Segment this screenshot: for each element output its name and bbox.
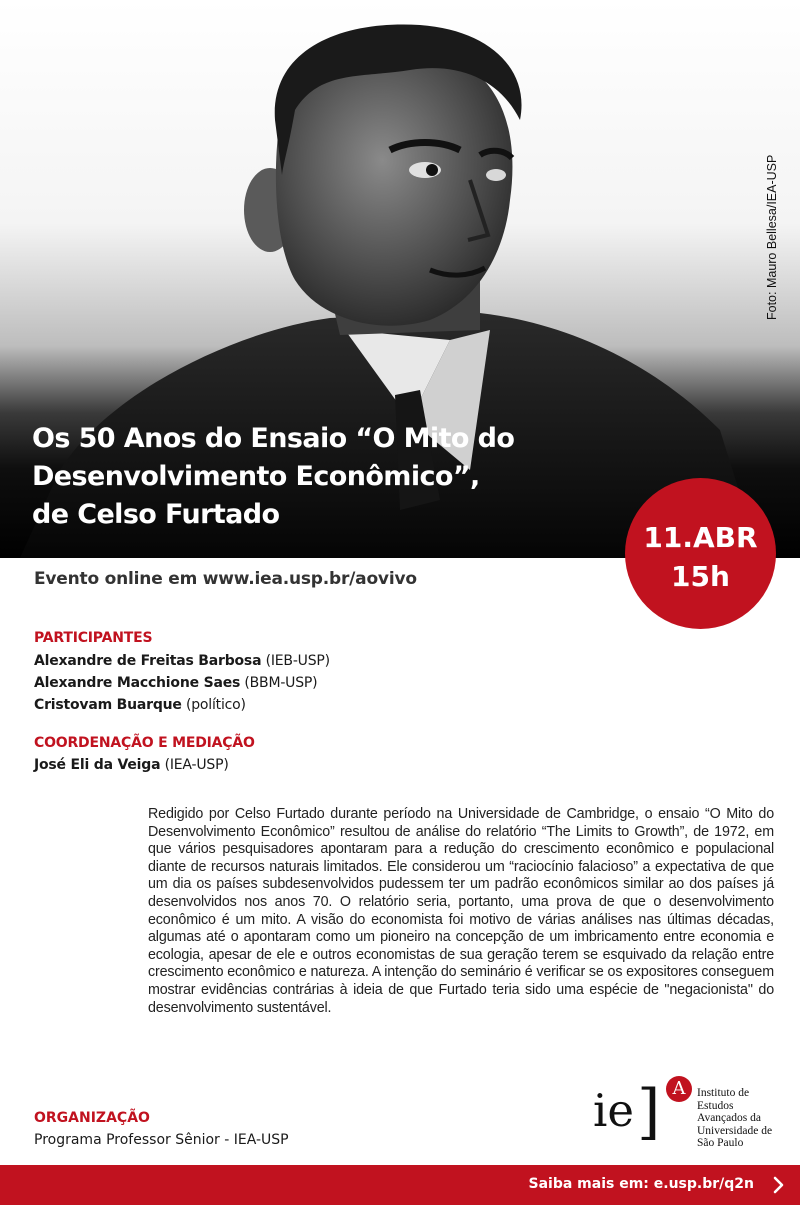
logo-badge-icon: A <box>666 1076 692 1102</box>
logo-line: Estudos <box>697 1099 734 1112</box>
participant-affiliation: (BBM-USP) <box>240 675 318 691</box>
coordination-heading: COORDENAÇÃO E MEDIAÇÃO <box>34 735 255 751</box>
event-description: Redigido por Celso Furtado durante período na Universidade de Cambridge, o ensaio “O Mito do Desenvolvimento Econômico” resultou de análise do relatório “The Limits to Growth”, de 1972, em que vários pesquisadores apontaram para a redução do crescimento econômico e populacional diante de recursos naturais limitados. Ele considerou um “raciocínio falacioso” a expectativa de que um dia os países subdesenvolvidos pudessem ter um padrão econômicos similar ao dos países já desenvolvidos nos anos 70. O relatório seria, portanto, uma prova de que o desenvolvimento econômico é um mito. A visão do economista foi motivo de várias análises nas últimas décadas, algumas até o apontaram como um pioneiro na concepção de um imbricamento entre economia e ecologia, apesar de ele e outros economistas de sua geração terem se esquivado da relação entre crescimento econômico e natureza. A intenção do seminário é verificar se os expositores conseguem mostrar evidências contrárias à ideia de que Furtado teria sido uma espécie de "negacionista" do desenvolvimento sustentável. <box>148 806 774 1016</box>
logo-mark: ie <box>593 1084 635 1137</box>
organization-heading: ORGANIZAÇÃO <box>34 1110 150 1126</box>
participants-heading: PARTICIPANTES <box>34 630 153 646</box>
title-line: Desenvolvimento Econômico”, <box>32 461 480 492</box>
coordinator-name: José Eli da Veiga <box>34 757 161 773</box>
participant-item <box>34 653 330 669</box>
organization-name: Programa Professor Sênior - IEA-USP <box>34 1132 289 1148</box>
logo-line: São Paulo <box>697 1137 744 1150</box>
logo-text <box>697 1087 772 1150</box>
participant-name: Cristovam Buarque <box>34 697 182 713</box>
participant-item <box>34 697 246 713</box>
logo-line: Instituto de <box>697 1087 750 1099</box>
participant-affiliation: (IEB-USP) <box>261 653 330 669</box>
chevron-right-icon[interactable] <box>772 1175 786 1195</box>
event-date: 11.ABR <box>643 521 758 554</box>
page-title <box>32 420 632 534</box>
participant-affiliation: (político) <box>181 697 246 713</box>
participant-name: Alexandre Macchione Saes <box>34 675 241 691</box>
date-badge <box>625 478 776 629</box>
photo-credit: Foto: Mauro Bellesa/IEA-USP <box>765 154 779 320</box>
logo-line: Avançados da <box>697 1112 761 1125</box>
coordinator-item <box>34 757 229 773</box>
hero-photo <box>0 0 800 558</box>
title-line: de Celso Furtado <box>32 499 280 530</box>
more-info-link[interactable]: Saiba mais em: e.usp.br/q2n <box>528 1176 754 1192</box>
coordinator-affiliation: (IEA-USP) <box>160 757 229 773</box>
footer-bar[interactable] <box>0 1165 800 1205</box>
logo-line: Universidade de <box>697 1124 773 1137</box>
online-event-link[interactable]: Evento online em www.iea.usp.br/aovivo <box>34 569 417 589</box>
event-time: 15h <box>671 560 730 593</box>
participant-name: Alexandre de Freitas Barbosa <box>34 653 262 669</box>
logo-bracket: ] <box>637 1077 661 1147</box>
title-line: Os 50 Anos do Ensaio “O Mito do <box>32 423 515 454</box>
participant-item <box>34 675 317 691</box>
